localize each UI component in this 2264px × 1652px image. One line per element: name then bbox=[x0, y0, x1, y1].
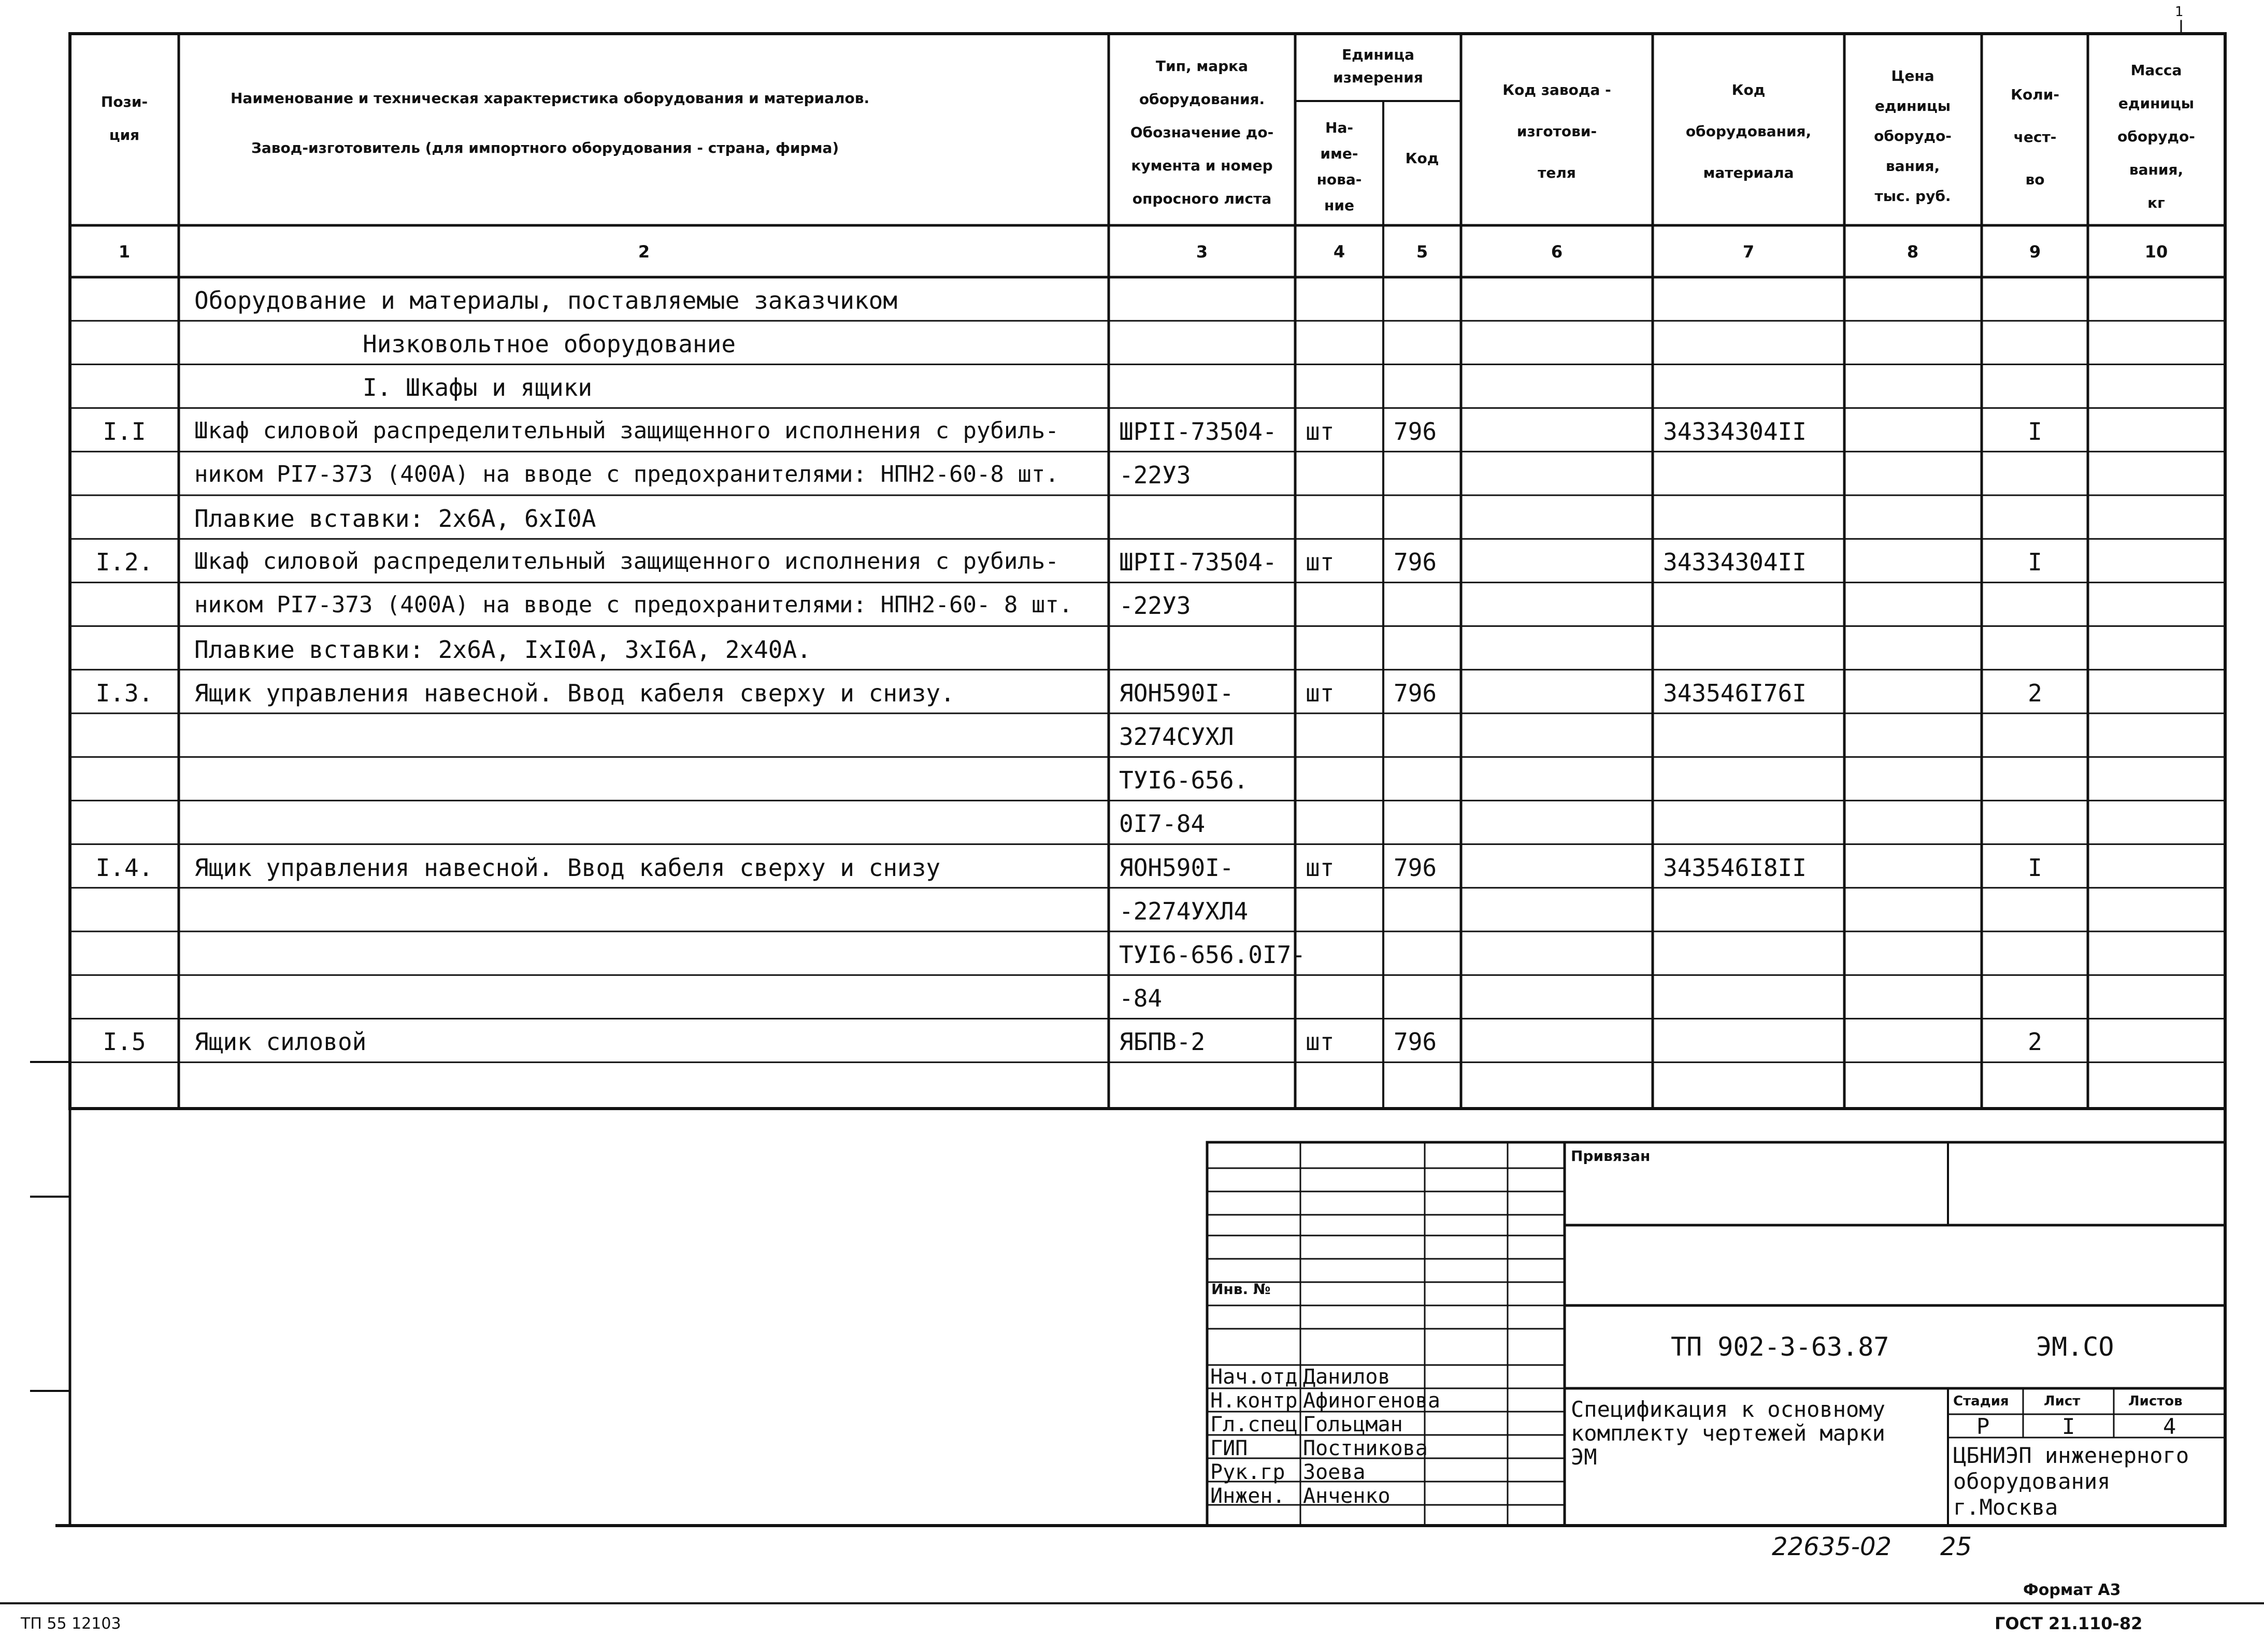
archive-number: 22635-02 bbox=[1772, 1532, 1892, 1561]
row-equipment-code: 343546I8II bbox=[1663, 853, 1807, 882]
column-number-6: 6 bbox=[1551, 242, 1563, 262]
column-number-2: 2 bbox=[638, 242, 650, 262]
gost-label: ГОСТ 21.110-82 bbox=[1995, 1614, 2143, 1633]
format-label: Формат А3 bbox=[2023, 1581, 2121, 1599]
row-quantity: 2 bbox=[2028, 679, 2042, 707]
row-type: ЯОН590I- bbox=[1119, 853, 1234, 882]
row-name: ником РI7-373 (400А) на вводе с предохранителями: НПН2-60-8 шт. bbox=[194, 461, 1059, 487]
header-quantity: Коли- чест- во bbox=[2011, 86, 2059, 188]
row-type: ШРII-73504- bbox=[1119, 417, 1277, 446]
column-number-3: 3 bbox=[1196, 242, 1208, 262]
row-unit-code: 796 bbox=[1394, 1028, 1437, 1056]
row-name: Оборудование и материалы, поставляемые заказчиком bbox=[194, 286, 898, 314]
column-number-4: 4 bbox=[1333, 242, 1345, 262]
header-type: Тип, марка оборудования. Обозначение до- кумента и номер опросного листа bbox=[1130, 58, 1274, 207]
header-position: Пози- ция bbox=[101, 93, 148, 143]
row-unit: шт bbox=[1306, 679, 1335, 707]
stamp-title: Спецификация к основному комплекту чертежей марки ЭМ bbox=[1571, 1397, 1885, 1470]
stamp-stage: Р bbox=[1976, 1414, 1990, 1439]
stamp-organization: ЦБНИЭП инженерного оборудования г.Москва bbox=[1953, 1443, 2189, 1520]
row-name: Ящик управления навесной. Ввод кабеля сверху и снизу bbox=[194, 853, 941, 882]
row-position: I.2. bbox=[95, 548, 153, 577]
row-name: Ящик управления навесной. Ввод кабеля сверху и снизу. bbox=[194, 679, 955, 707]
row-unit-code: 796 bbox=[1394, 853, 1437, 882]
row-position: I.4. bbox=[95, 853, 153, 882]
header-mass: Масса единицы оборудо- вания, кг bbox=[2117, 62, 2195, 211]
header-unit-code: Код bbox=[1405, 150, 1439, 167]
stamp-doc-code: ТП 902-3-63.87 bbox=[1671, 1332, 1889, 1362]
row-quantity: I bbox=[2028, 417, 2042, 446]
row-name: Шкаф силовой распределительный защищенного исполнения с рубиль- bbox=[194, 548, 1059, 575]
stamp-person-name: Афиногенова bbox=[1303, 1389, 1440, 1413]
row-type: ЯОН590I- bbox=[1119, 679, 1234, 707]
column-number-10: 10 bbox=[2144, 242, 2168, 262]
row-unit-code: 796 bbox=[1394, 679, 1437, 707]
row-name: Плавкие вставки: 2х6А, IхI0А, 3хI6А, 2х40А. bbox=[194, 635, 811, 664]
row-quantity: I bbox=[2028, 853, 2042, 882]
stamp-person-name: Постникова bbox=[1303, 1436, 1428, 1460]
row-equipment-code: 343546I76I bbox=[1663, 679, 1807, 707]
row-name: Низковольтное оборудование bbox=[363, 330, 736, 358]
row-unit: шт bbox=[1306, 1028, 1335, 1056]
stamp-person-name: Зоева bbox=[1303, 1460, 1366, 1484]
row-unit: шт bbox=[1306, 548, 1335, 577]
stamp-stage-label: Стадия bbox=[1953, 1394, 2009, 1409]
row-type: ТУI6-656.0I7- bbox=[1119, 941, 1306, 969]
stamp-role: Нач.отд bbox=[1210, 1365, 1298, 1389]
header-factory-code: Код завода - изготови- теля bbox=[1502, 81, 1611, 181]
column-number-1: 1 bbox=[118, 242, 131, 262]
row-unit-code: 796 bbox=[1394, 548, 1437, 577]
stamp-role: Инжен. bbox=[1210, 1484, 1285, 1508]
row-type: ТУI6-656. bbox=[1119, 766, 1249, 795]
row-name: Плавкие вставки: 2х6А, 6хI0А bbox=[194, 505, 596, 533]
stamp-person-name: Данилов bbox=[1303, 1365, 1391, 1389]
header-name-line1: Наименование и техническая характеристика оборудования и материалов. bbox=[231, 90, 870, 107]
row-unit-code: 796 bbox=[1394, 417, 1437, 446]
row-quantity: I bbox=[2028, 548, 2042, 577]
header-unit-name: На- име- нова- ние bbox=[1316, 119, 1362, 214]
stamp-sheet-label: Лист bbox=[2044, 1394, 2081, 1409]
stamp-inv-no: Инв. № bbox=[1211, 1281, 1271, 1298]
stamp-sheet: I bbox=[2062, 1414, 2075, 1439]
row-position: I.3. bbox=[95, 679, 153, 707]
stamp-role: Н.контр bbox=[1210, 1389, 1298, 1413]
column-number-8: 8 bbox=[1907, 242, 1919, 262]
row-name: ником РI7-373 (400А) на вводе с предохранителями: НПН2-60- 8 шт. bbox=[194, 592, 1073, 619]
row-equipment-code: 34334304II bbox=[1663, 417, 1807, 446]
header-unit-group: Единица измерения bbox=[1333, 46, 1423, 86]
row-type: -22У3 bbox=[1119, 592, 1191, 620]
corner-mark: 1 bbox=[2175, 4, 2184, 20]
stamp-person-name: Гольцман bbox=[1303, 1413, 1403, 1436]
column-number-9: 9 bbox=[2029, 242, 2041, 262]
row-name: Шкаф силовой распределительный защищенного исполнения с рубиль- bbox=[194, 417, 1059, 444]
row-type: -2274УХЛ4 bbox=[1119, 897, 1249, 925]
stamp-role: Рук.гр bbox=[1210, 1460, 1285, 1484]
column-number-5: 5 bbox=[1416, 242, 1428, 262]
row-name: I. Шкафы и ящики bbox=[363, 374, 593, 402]
row-equipment-code: 34334304II bbox=[1663, 548, 1807, 577]
stamp-doc-mark: ЭМ.СО bbox=[2036, 1332, 2114, 1362]
row-position: I.I bbox=[103, 417, 146, 446]
stamp-role: ГИП bbox=[1210, 1436, 1248, 1460]
row-type: -22У3 bbox=[1119, 461, 1191, 489]
row-type: ЯБПВ-2 bbox=[1119, 1028, 1206, 1056]
row-type: 0I7-84 bbox=[1119, 810, 1206, 838]
print-code: ТП 55 12103 bbox=[21, 1615, 121, 1633]
row-type: 3274СУХЛ bbox=[1119, 723, 1234, 751]
header-equipment-code: Код оборудования, материала bbox=[1685, 81, 1812, 181]
row-unit: шт bbox=[1306, 853, 1335, 882]
row-quantity: 2 bbox=[2028, 1028, 2042, 1056]
row-type: -84 bbox=[1119, 984, 1163, 1013]
header-price: Цена единицы оборудо- вания, тыс. руб. bbox=[1874, 67, 1952, 205]
row-type: ШРII-73504- bbox=[1119, 548, 1277, 577]
stamp-privyazan: Привязан bbox=[1571, 1147, 1651, 1165]
column-number-7: 7 bbox=[1742, 242, 1755, 262]
row-name: Ящик силовой bbox=[194, 1028, 367, 1056]
stamp-role: Гл.спец bbox=[1210, 1413, 1298, 1436]
row-position: I.5 bbox=[103, 1028, 146, 1056]
header-name-line2: Завод-изготовитель (для импортного оборудования - страна, фирма) bbox=[251, 139, 839, 156]
stamp-person-name: Анченко bbox=[1303, 1484, 1391, 1508]
row-unit: шт bbox=[1306, 417, 1335, 446]
stamp-sheets: 4 bbox=[2163, 1414, 2176, 1439]
page-number: 25 bbox=[1940, 1532, 1972, 1561]
stamp-sheets-label: Листов bbox=[2128, 1394, 2183, 1409]
